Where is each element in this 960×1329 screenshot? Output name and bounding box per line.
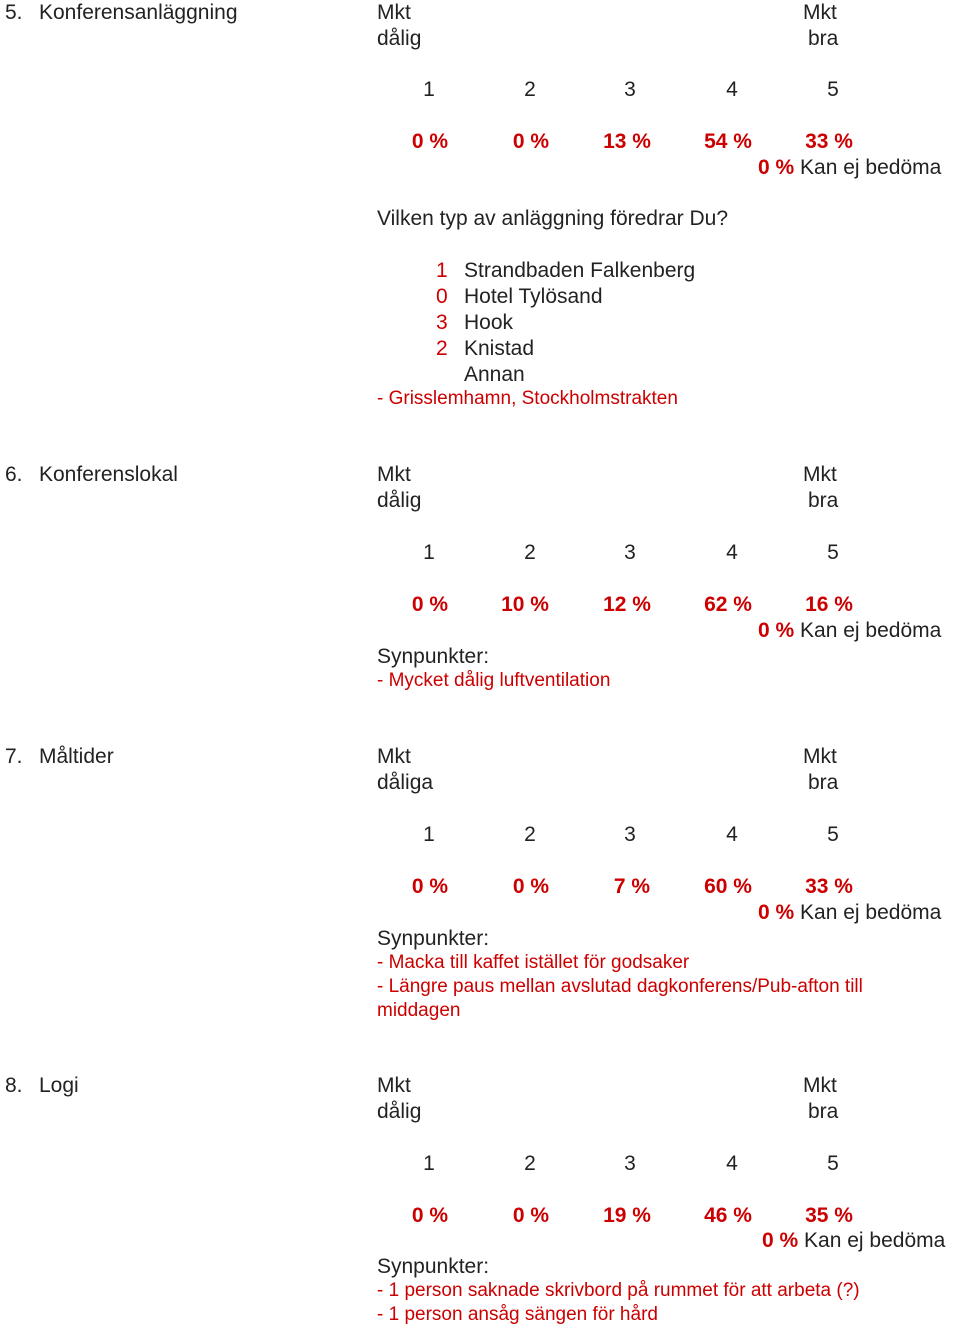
unrated-row <box>762 1230 945 1251</box>
option-label: Annan <box>464 363 525 386</box>
comment-line: - Längre paus mellan avslutad dagkonferens/Pub-afton till <box>377 976 863 997</box>
unrated-percentage: 0 % <box>758 901 795 924</box>
unrated-label: Kan ej bedöma <box>804 1229 946 1252</box>
rating-percentage: 0 % <box>411 875 449 898</box>
rating-percentage: 0 % <box>411 593 449 616</box>
scale-low-label-2: dålig <box>377 1100 422 1123</box>
section-title: Konferenslokal <box>39 463 178 486</box>
unrated-label: Kan ej bedöma <box>800 156 942 179</box>
scale-number: 5 <box>827 78 839 101</box>
rating-percentage: 0 % <box>411 1204 449 1227</box>
unrated-percentage: 0 % <box>762 1229 799 1252</box>
comments-label: Synpunkter: <box>377 927 490 950</box>
option-label: Strandbaden Falkenberg <box>464 259 696 282</box>
scale-number: 2 <box>524 78 536 101</box>
scale-number: 2 <box>524 541 536 564</box>
option-label: Knistad <box>464 337 535 360</box>
rating-percentage: 13 % <box>603 130 651 153</box>
scale-low-label-2: dåliga <box>377 771 434 794</box>
comment-line: - 1 person ansåg sängen för hård <box>377 1304 658 1325</box>
unrated-row <box>758 620 941 641</box>
scale-low-label-2: dålig <box>377 27 422 50</box>
rating-percentage: 0 % <box>411 130 449 153</box>
rating-percentage: 10 % <box>501 593 549 616</box>
section-number: 7. <box>5 745 23 768</box>
scale-number: 1 <box>423 1152 435 1175</box>
scale-low-label-2: dålig <box>377 489 422 512</box>
scale-high-label: Mkt <box>803 745 837 768</box>
rating-percentage: 0 % <box>512 875 550 898</box>
section-title: Konferensanläggning <box>39 1 238 24</box>
rating-percentage: 0 % <box>512 130 550 153</box>
rating-percentage: 60 % <box>704 875 752 898</box>
scale-high-label-2: bra <box>808 27 839 50</box>
scale-low-label: Mkt <box>377 1074 411 1097</box>
scale-number: 1 <box>423 541 435 564</box>
scale-high-label-2: bra <box>808 1100 839 1123</box>
rating-percentage: 33 % <box>805 875 853 898</box>
unrated-label: Kan ej bedöma <box>800 901 942 924</box>
comments-label: Synpunkter: <box>377 645 490 668</box>
scale-high-label: Mkt <box>803 1 837 24</box>
other-answer: - Grisslemhamn, Stockholmstrakten <box>377 388 678 409</box>
rating-percentage: 16 % <box>805 593 853 616</box>
comment-line: - Macka till kaffet istället för godsaker <box>377 952 690 973</box>
section-title: Logi <box>39 1074 79 1097</box>
option-label: Hotel Tylösand <box>464 285 603 308</box>
scale-number: 2 <box>524 1152 536 1175</box>
scale-high-label: Mkt <box>803 1074 837 1097</box>
rating-percentage: 35 % <box>805 1204 853 1227</box>
scale-high-label-2: bra <box>808 489 839 512</box>
comment-line: - Mycket dålig luftventilation <box>377 670 611 691</box>
unrated-percentage: 0 % <box>758 156 795 179</box>
scale-high-label-2: bra <box>808 771 839 794</box>
rating-percentage: 33 % <box>805 130 853 153</box>
scale-number: 2 <box>524 823 536 846</box>
section-number: 6. <box>5 463 23 486</box>
rating-percentage: 19 % <box>603 1204 651 1227</box>
scale-number: 3 <box>624 541 636 564</box>
option-count: 3 <box>436 311 448 334</box>
rating-percentage: 46 % <box>704 1204 752 1227</box>
option-count: 0 <box>436 285 448 308</box>
option-label: Hook <box>464 311 514 334</box>
rating-percentage: 12 % <box>603 593 651 616</box>
rating-percentage: 54 % <box>704 130 752 153</box>
scale-low-label: Mkt <box>377 1 411 24</box>
unrated-percentage: 0 % <box>758 619 795 642</box>
scale-number: 4 <box>726 1152 738 1175</box>
comment-line: - 1 person saknade skrivbord på rummet för att arbeta (?) <box>377 1280 860 1301</box>
scale-high-label: Mkt <box>803 463 837 486</box>
scale-number: 3 <box>624 78 636 101</box>
unrated-row <box>758 902 941 923</box>
unrated-row <box>758 157 941 178</box>
scale-number: 1 <box>423 78 435 101</box>
scale-number: 1 <box>423 823 435 846</box>
scale-number: 5 <box>827 823 839 846</box>
scale-number: 4 <box>726 78 738 101</box>
question-text: Vilken typ av anläggning föredrar Du? <box>377 207 729 230</box>
section-number: 8. <box>5 1074 23 1097</box>
scale-number: 4 <box>726 541 738 564</box>
scale-number: 4 <box>726 823 738 846</box>
scale-number: 3 <box>624 1152 636 1175</box>
unrated-label: Kan ej bedöma <box>800 619 942 642</box>
rating-percentage: 7 % <box>613 875 651 898</box>
scale-low-label: Mkt <box>377 463 411 486</box>
scale-number: 5 <box>827 1152 839 1175</box>
option-count: 1 <box>436 259 448 282</box>
section-title: Måltider <box>39 745 114 768</box>
scale-number: 5 <box>827 541 839 564</box>
scale-number: 3 <box>624 823 636 846</box>
rating-percentage: 62 % <box>704 593 752 616</box>
comment-line: middagen <box>377 1000 461 1021</box>
section-number: 5. <box>5 1 23 24</box>
option-count: 2 <box>436 337 448 360</box>
rating-percentage: 0 % <box>512 1204 550 1227</box>
scale-low-label: Mkt <box>377 745 411 768</box>
comments-label: Synpunkter: <box>377 1255 490 1278</box>
